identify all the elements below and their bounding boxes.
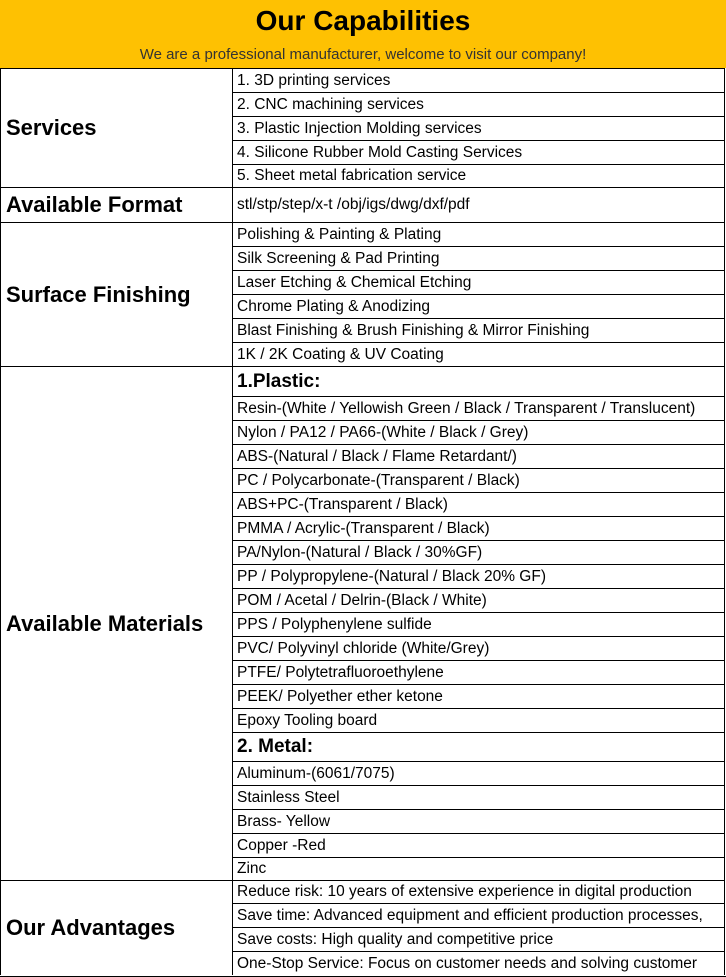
item-row: Copper -Red [233,834,724,858]
item-row: stl/stp/step/x-t /obj/igs/dwg/dxf/pdf [237,196,470,213]
item-row: Stainless Steel [233,786,724,810]
item-row: PA/Nylon-(Natural / Black / 30%GF) [233,541,724,565]
item-row: Nylon / PA12 / PA66-(White / Black / Grey) [233,421,724,445]
item-row: Save time: Advanced equipment and efficient production processes, [233,904,724,928]
item-row: Epoxy Tooling board [233,709,724,733]
item-row: Aluminum-(6061/7075) [233,762,724,786]
section-items [233,188,725,222]
header-banner [0,0,726,68]
section-label: Available Materials [0,367,233,880]
item-row: Silk Screening & Pad Printing [233,247,724,271]
item-row: PC / Polycarbonate-(Transparent / Black) [233,469,724,493]
section-available-materials [0,366,725,880]
item-row: 4. Silicone Rubber Mold Casting Services [233,141,724,165]
item-row: PVC/ Polyvinyl chloride (White/Grey) [233,637,724,661]
item-row: 5. Sheet metal fabrication service [237,167,467,184]
section-items [233,69,725,187]
section-label: Our Advantages [0,881,233,975]
page-title: Our Capabilities [255,5,471,36]
item-row: Blast Finishing & Brush Finishing & Mirror Finishing [233,319,724,343]
item-row: 1. 3D printing services [233,69,724,93]
section-label: Surface Finishing [0,223,233,366]
item-row: PEEK/ Polyether ether ketone [233,685,724,709]
item-row: Zinc [237,860,267,877]
section-services [0,68,725,187]
item-row: Resin-(White / Yellowish Green / Black / Transparent / Translucent) [233,397,724,421]
item-row: Chrome Plating & Anodizing [233,295,724,319]
section-items [233,881,725,975]
section-available-format [0,187,725,222]
item-row: Brass- Yellow [233,810,724,834]
section-surface-finishing [0,222,725,366]
item-row: 2. CNC machining services [233,93,724,117]
item-row: POM / Acetal / Delrin-(Black / White) [233,589,724,613]
item-row: One-Stop Service: Focus on customer needs and solving customer [237,955,698,972]
item-row: Reduce risk: 10 years of extensive experience in digital production [233,881,724,904]
section-label: Available Format [0,188,233,222]
item-row: PP / Polypropylene-(Natural / Black 20% GF) [233,565,724,589]
item-row: 2. Metal: [233,733,724,762]
item-row: PPS / Polyphenylene sulfide [233,613,724,637]
section-label: Services [0,69,233,187]
section-our-advantages [0,880,725,975]
item-row: 3. Plastic Injection Molding services [233,117,724,141]
item-row: PTFE/ Polytetrafluoroethylene [233,661,724,685]
section-items [233,223,725,366]
item-row: 1.Plastic: [233,367,724,397]
item-row: PMMA / Acrylic-(Transparent / Black) [233,517,724,541]
item-row: Save costs: High quality and competitive price [233,928,724,952]
page-subtitle: We are a professional manufacturer, welcome to visit our company! [139,46,587,63]
item-row: ABS+PC-(Transparent / Black) [233,493,724,517]
item-row: 1K / 2K Coating & UV Coating [237,346,444,363]
item-row: Laser Etching & Chemical Etching [233,271,724,295]
item-row: Polishing & Painting & Plating [233,223,724,247]
item-row: ABS-(Natural / Black / Flame Retardant/) [233,445,724,469]
section-items [233,367,725,880]
